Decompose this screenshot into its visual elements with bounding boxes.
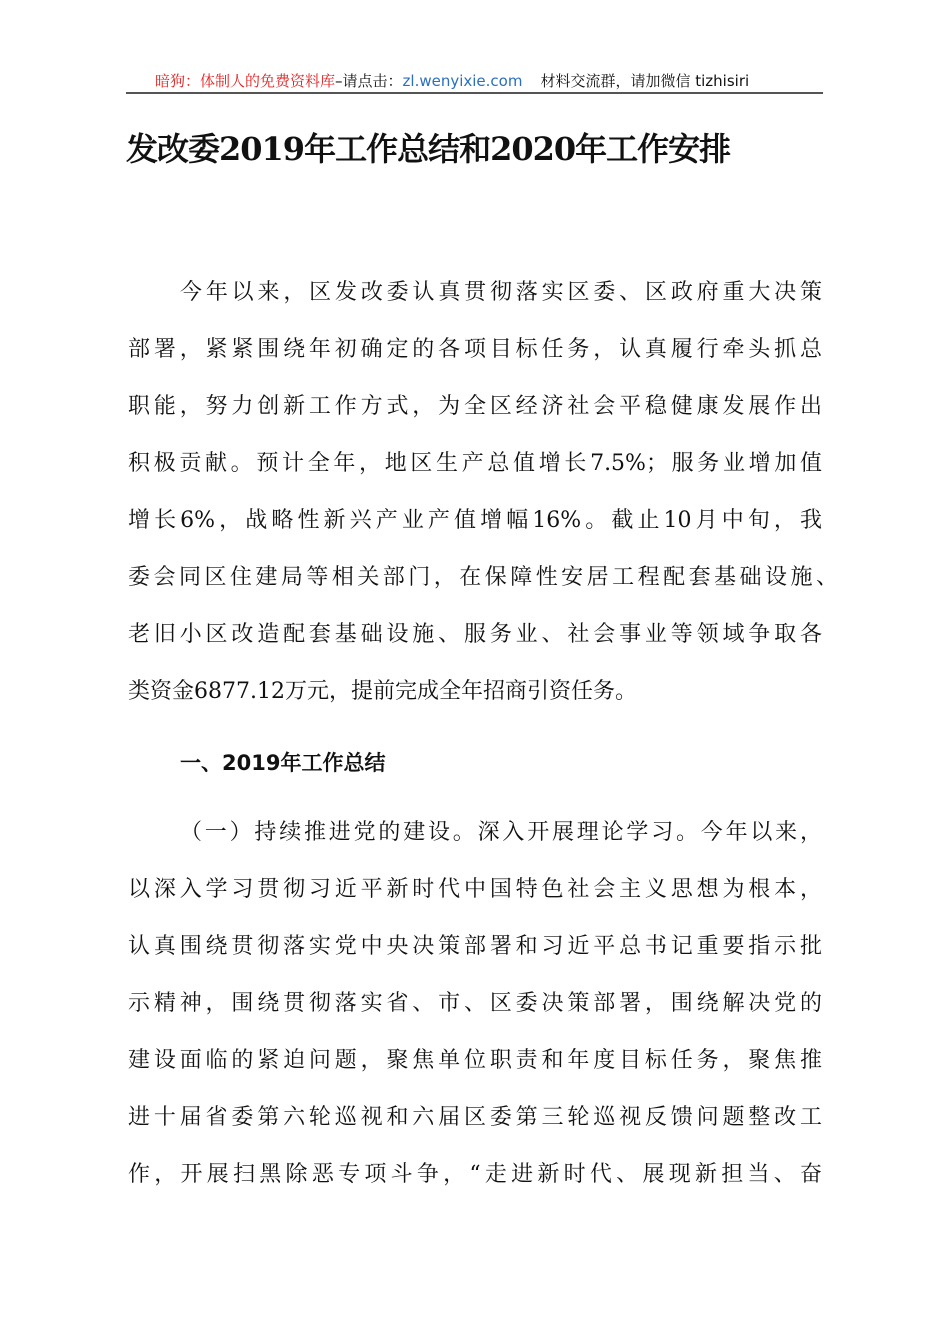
header-group: 材料交流群，请加微信 tizhisiri <box>540 72 750 90</box>
paragraph-line: 作，开展扫黑除恶专项斗争，“走进新时代、展现新担当、奋 <box>128 1162 822 1187</box>
header-click: –请点击： <box>335 72 403 90</box>
paragraph-line: 老旧小区改造配套基础设施、服务业、社会事业等领域争取各 <box>128 622 822 647</box>
header-divider <box>126 92 823 94</box>
paragraph-line: 建设面临的紧迫问题，聚焦单位职责和年度目标任务，聚焦推 <box>128 1048 822 1073</box>
paragraph-line: 委会同区住建局等相关部门，在保障性安居工程配套基础设施、 <box>128 565 838 590</box>
paragraph-line: 部署，紧紧围绕年初确定的各项目标任务，认真履行牵头抓总 <box>128 337 822 362</box>
paragraph-line: 职能，努力创新工作方式，为全区经济社会平稳健康发展作出 <box>128 394 822 419</box>
section-heading: 一、2019年工作总结 <box>180 751 386 775</box>
paragraph-line: 类资金6877.12万元，提前完成全年招商引资任务。 <box>128 679 637 704</box>
paragraph-line: 进十届省委第六轮巡视和六届区委第三轮巡视反馈问题整改工 <box>128 1105 822 1130</box>
paragraph-line: 示精神，围绕贯彻落实省、市、区委决策部署，围绕解决党的 <box>128 991 822 1016</box>
paragraph-line: 认真围绕贯彻落实党中央决策部署和习近平总书记重要指示批 <box>128 934 822 959</box>
header-promo: 暗狗：体制人的免费资料库 <box>155 72 336 90</box>
header-link[interactable]: zl.wenyixie.com <box>402 72 523 90</box>
paragraph-line: 积极贡献。预计全年，地区生产总值增长7.5%；服务业增加值 <box>128 451 822 476</box>
paragraph-line: 增长6%，战略性新兴产业产值增幅16%。截止10月中旬，我 <box>128 508 822 533</box>
paragraph-line: （一）持续推进党的建设。深入开展理论学习。今年以来， <box>180 820 822 845</box>
watermark-header <box>155 70 749 91</box>
document-body <box>128 274 838 1213</box>
document-title: 发改委2019年工作总结和2020年工作安排 <box>126 130 731 168</box>
paragraph-line: 今年以来，区发改委认真贯彻落实区委、区政府重大决策 <box>180 280 822 305</box>
paragraph-line: 以深入学习贯彻习近平新时代中国特色社会主义思想为根本， <box>128 877 822 902</box>
